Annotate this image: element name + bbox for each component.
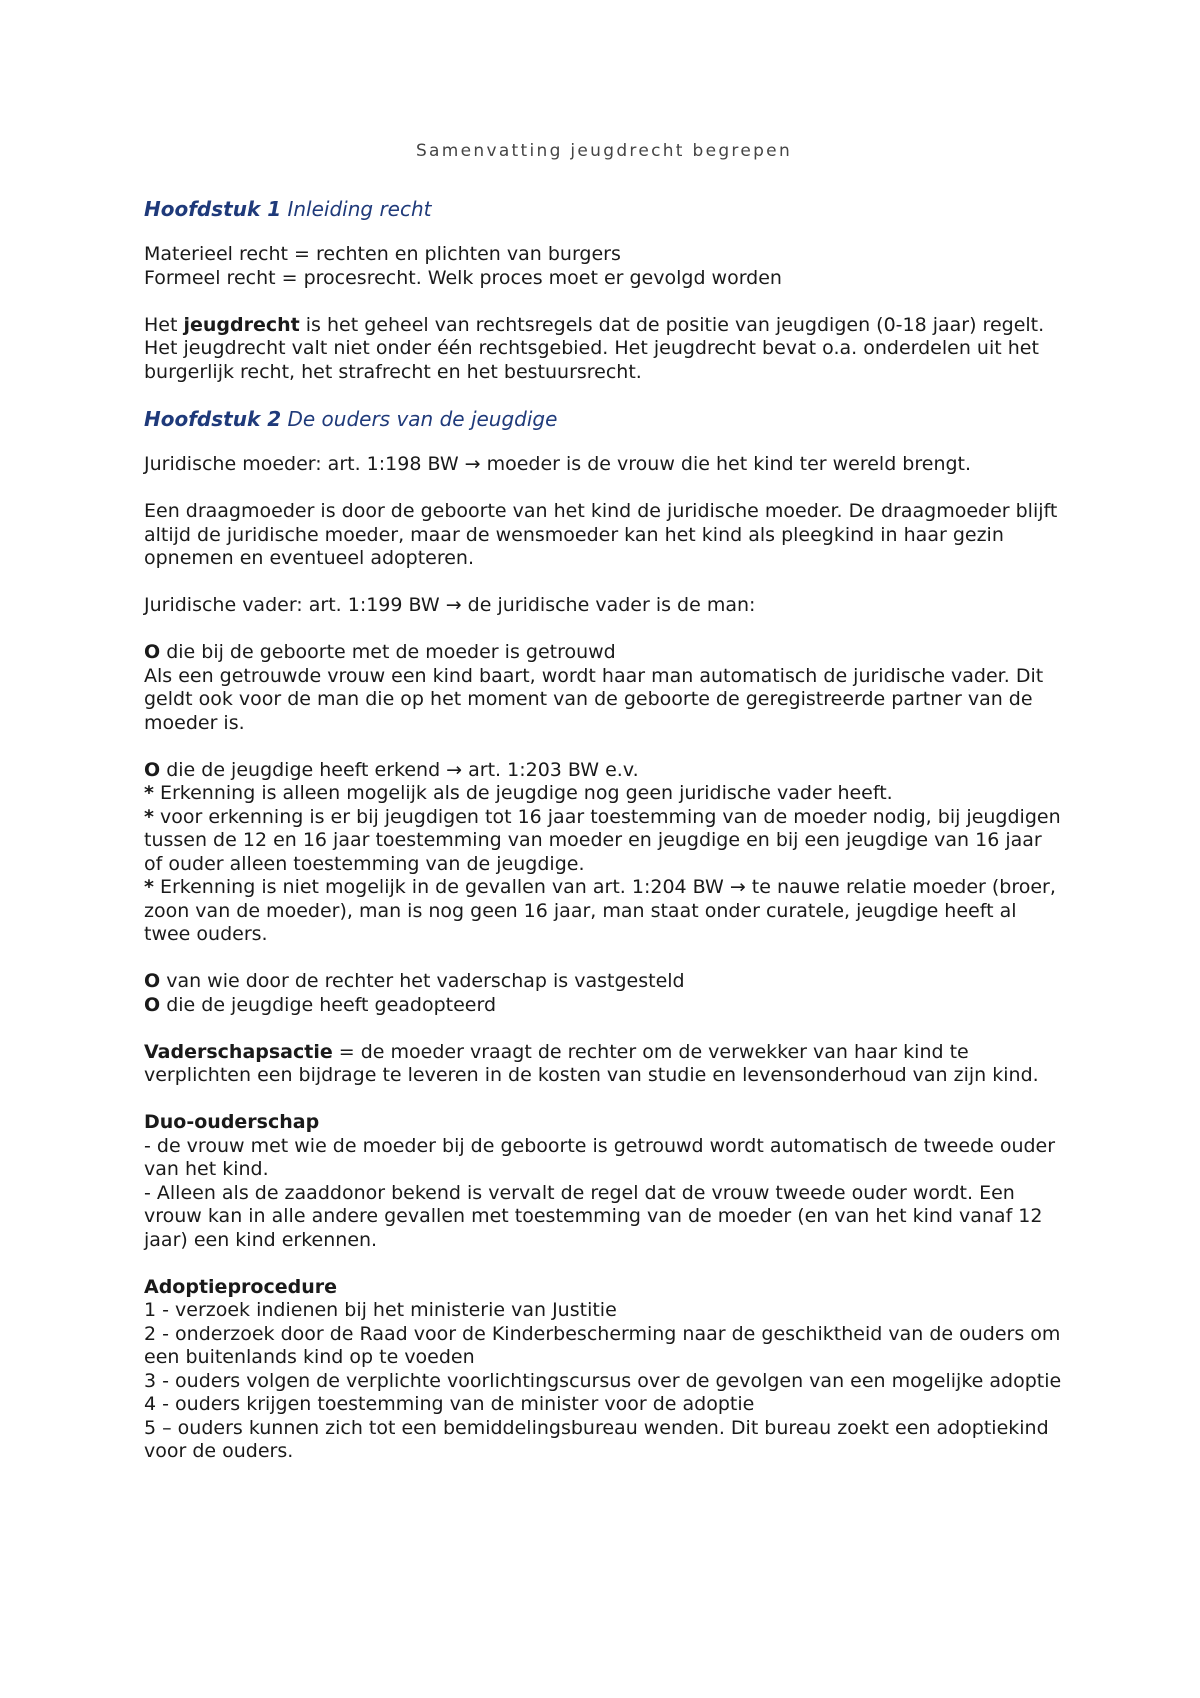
jeugdrecht-term: jeugdrecht [183,313,300,336]
draagmoeder-paragraph: Een draagmoeder is door de geboorte van het kind de juridische moeder. De draagmoeder blijft altijd de juridische moeder, maar de wensmoeder kan het kind als pleegkind in haar gezin opnemen en eventueel adopteren. [144,500,1058,569]
vader-option-2 [144,759,1064,947]
chapter-1-heading [144,198,1064,222]
formeel-recht-line: Formeel recht = procesrecht. Welk proces moet er gevolgd worden [144,266,782,289]
adoptie-step: 5 – ouders kunnen zich tot een bemiddelingsbureau wenden. Dit bureau zoekt een adoptiekind voor de ouders. [144,1416,1049,1462]
juridische-moeder-paragraph: Juridische moeder: art. 1:198 BW → moeder is de vrouw die het kind ter wereld brengt. [144,453,972,475]
vader-option-1-text: die bij de geboorte met de moeder is getrouwd [160,641,616,663]
chapter-1-label: Hoofdstuk 1 [144,196,282,221]
duo-ouderschap-point-1: - de vrouw met wie de moeder bij de geboorte is getrouwd wordt automatisch de tweede ouder van het kind. [144,1134,1056,1180]
vaderschapsactie-definition: = de moeder vraagt de rechter om de verwekker van haar kind te verplichten een bijdrage te leveren in de kosten van studie en levensonderhoud van zijn kind. [144,1040,1039,1086]
vader-option-3 [144,970,1064,994]
chapter-2-label: Hoofdstuk 2 [144,406,282,431]
asterisk-icon: * [144,876,154,898]
chapter-1-title: Inleiding recht [281,196,432,221]
bullet-icon: O [144,993,161,1016]
jeugdrecht-intro: Het [144,313,184,336]
vader-option-4 [144,994,1064,1018]
adoptie-step: 1 - verzoek indienen bij het ministerie van Justitie [144,1299,617,1321]
asterisk-icon: * [144,805,154,828]
erkenning-note-3 [144,876,1064,947]
duo-ouderschap-title: Duo-ouderschap [144,1111,320,1133]
vader-option-3-text: van wie door de rechter het vaderschap is vastgesteld [160,970,685,992]
vader-option-1-title [144,641,1064,665]
erkenning-note-2-text: voor erkenning is er bij jeugdigen tot 16 jaar toestemming van de moeder nodig, bij jeugdigen tussen de 12 en 16 jaar toestemming van moeder en jeugdige en bij een jeugdige van 16 jaar of ouder alleen toestemming van de jeugdige. [144,805,1061,875]
adoptieprocedure-section [144,1276,1064,1464]
adoptieprocedure-title: Adoptieprocedure [144,1275,337,1298]
erkenning-note-1-text: Erkenning is alleen mogelijk als de jeugdige nog geen juridische vader heeft. [153,782,893,804]
recht-definitions [144,243,1064,290]
vader-option-2-text: die de jeugdige heeft erkend → art. 1:203 BW e.v. [160,758,639,781]
adoptie-step: 4 - ouders krijgen toestemming van de minister voor de adoptie [144,1393,755,1415]
duo-ouderschap-section [144,1111,1064,1252]
vaderschapsactie-paragraph [144,1041,1064,1088]
jeugdrecht-paragraph [144,314,1064,385]
adoptie-step: 2 - onderzoek door de Raad voor de Kinderbescherming naar de geschiktheid van de ouders om een buitenlands kind op te voeden [144,1322,1061,1368]
bullet-icon: O [144,641,161,663]
document-title: Samenvatting jeugdrecht begrepen [415,141,793,161]
vader-option-1-explanation: Als een getrouwde vrouw een kind baart, wordt haar man automatisch de juridische vader. Dit geldt ook voor de man die op het moment van de geboorte de geregistreerde partner van de moeder is. [144,664,1044,734]
chapter-2-heading [144,408,1064,432]
bullet-icon: O [144,970,161,992]
erkenning-note-1 [144,782,1064,806]
erkenning-note-2 [144,806,1064,877]
vader-option-1 [144,641,1064,735]
bullet-icon: O [144,758,161,781]
asterisk-icon: * [144,782,154,804]
chapter-2-title: De ouders van de jeugdige [281,406,558,431]
duo-ouderschap-point-2: - Alleen als de zaaddonor bekend is vervalt de regel dat de vrouw tweede ouder wordt. Een vrouw kan in alle andere gevallen met toestemming van de moeder (en van het kind vanaf 12 jaar) een kind erkennen. [144,1181,1043,1251]
vader-options-3-4 [144,970,1064,1017]
vaderschapsactie-term: Vaderschapsactie [144,1040,333,1063]
adoptie-step: 3 - ouders volgen de verplichte voorlichtingscursus over de gevolgen van een mogelijke adoptie [144,1369,1062,1392]
materieel-recht-line: Materieel recht = rechten en plichten van burgers [144,243,621,265]
vader-option-4-text: die de jeugdige heeft geadopteerd [160,993,497,1016]
document-page [144,140,1064,1487]
jeugdrecht-definition: is het geheel van rechtsregels dat de positie van jeugdigen (0-18 jaar) regelt. Het jeugdrecht valt niet onder één rechtsgebied. Het jeugdrecht bevat o.a. onderdelen uit het burgerlijk recht, het strafrecht en het bestuursrecht. [144,313,1045,383]
vader-option-2-title [144,759,1064,783]
juridische-vader-paragraph: Juridische vader: art. 1:199 BW → de juridische vader is de man: [144,594,756,616]
erkenning-note-3-text: Erkenning is niet mogelijk in de gevallen van art. 1:204 BW → te nauwe relatie moeder (broer, zoon van de moeder), man is nog geen 16 jaar, man staat onder curatele, jeugdige heeft al twee ouders. [144,876,1056,945]
